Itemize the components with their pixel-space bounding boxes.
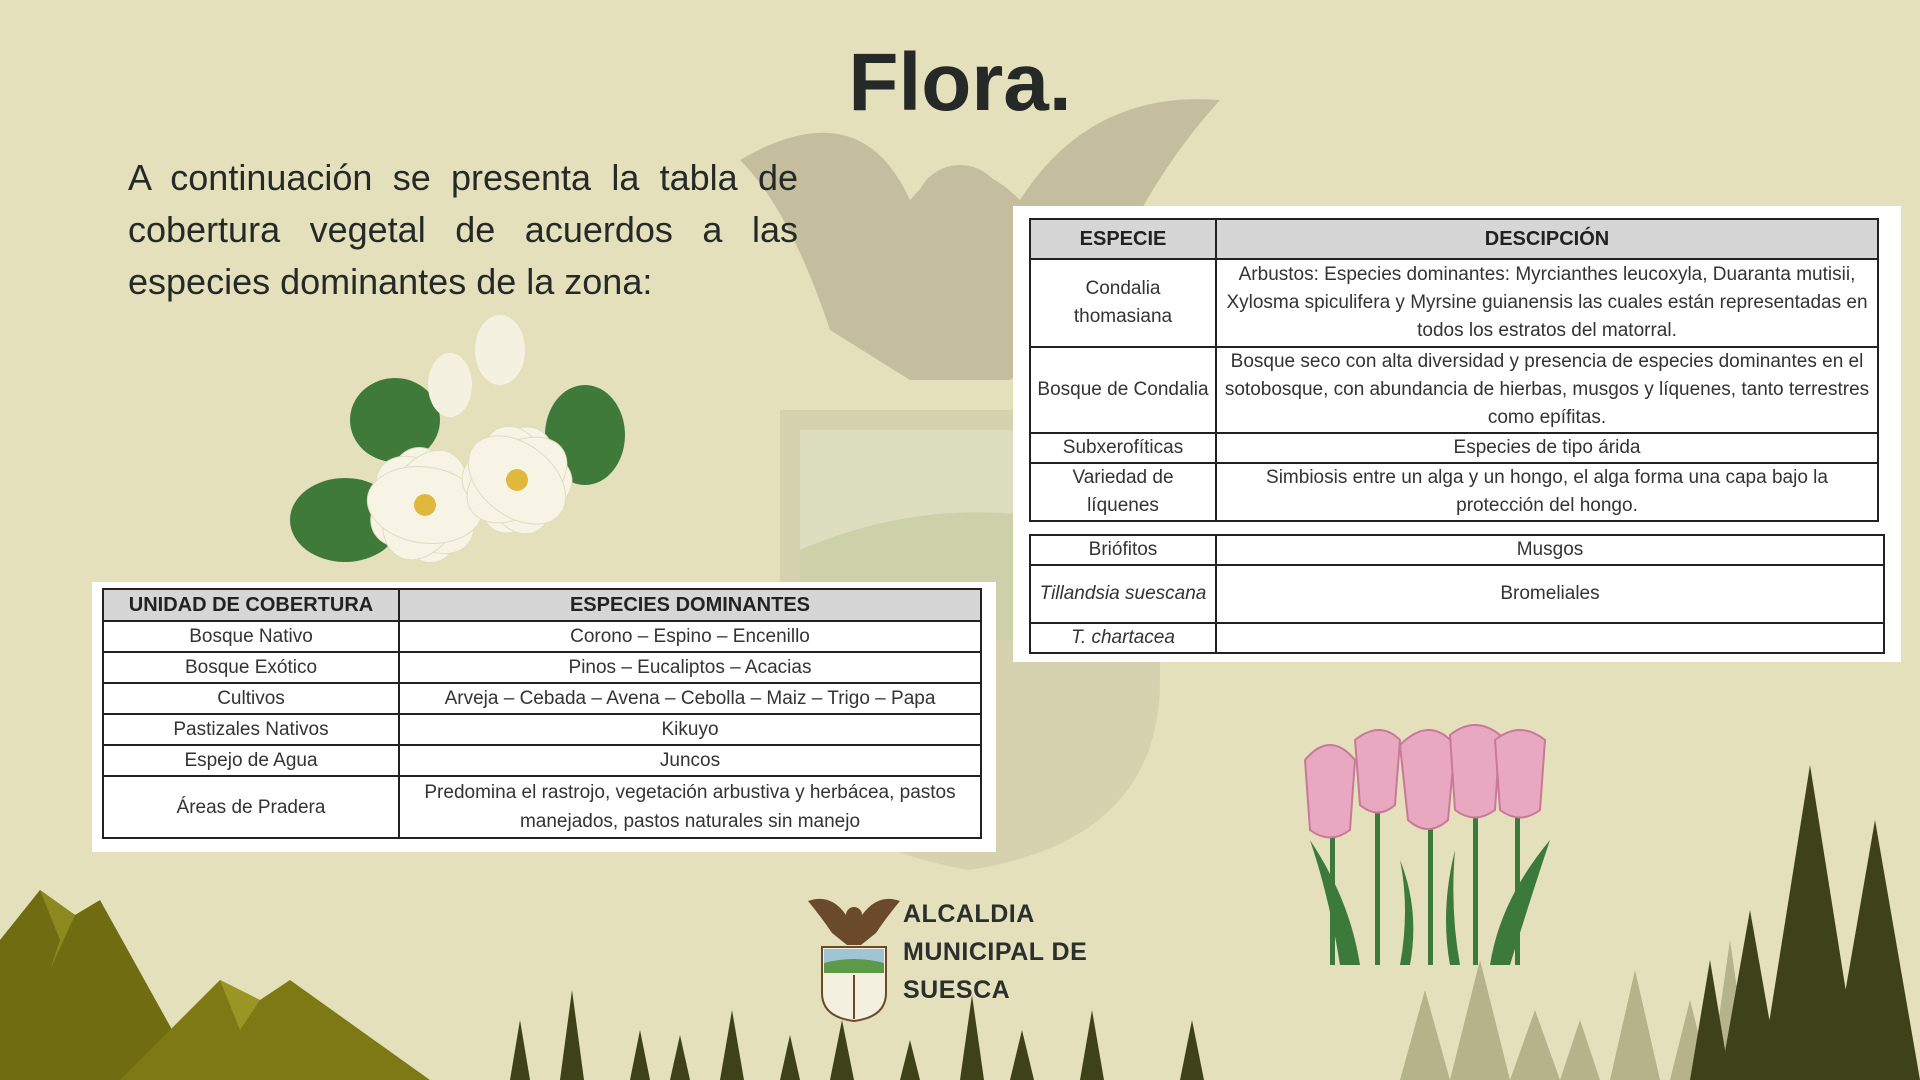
municipal-logo	[806, 893, 902, 1023]
cover-unit-cell: Cultivos	[103, 683, 399, 714]
mountains-illustration	[0, 880, 440, 1080]
species-cell: Predomina el rastrojo, vegetación arbustiva y herbácea, pastos manejados, pastos naturales sin manejo	[399, 776, 981, 838]
species-name-cell: Briófitos	[1030, 535, 1216, 565]
brand-line: SUESCA	[903, 976, 1011, 1004]
table-row	[103, 652, 981, 683]
table-row	[103, 683, 981, 714]
column-header: ESPECIES DOMINANTES	[399, 589, 981, 621]
cover-unit-cell: Espejo de Agua	[103, 745, 399, 776]
description-cell	[1216, 623, 1884, 653]
column-header: UNIDAD DE COBERTURA	[103, 589, 399, 621]
slide-title: Flora.	[848, 37, 1072, 128]
species-name-cell: Subxerofíticas	[1030, 433, 1216, 463]
table-row	[103, 714, 981, 745]
brand-line: MUNICIPAL DE	[903, 938, 1088, 966]
description-cell: Bromeliales	[1216, 565, 1884, 623]
column-header: DESCIPCIÓN	[1216, 219, 1878, 259]
municipality-name	[903, 895, 1087, 1009]
species-table-card	[1013, 206, 1901, 662]
species-table	[1029, 218, 1879, 522]
table-row	[1030, 347, 1878, 433]
description-cell: Musgos	[1216, 535, 1884, 565]
table-header-row	[1030, 219, 1878, 259]
description-cell: Bosque seco con alta diversidad y presencia de especies dominantes en el sotobosque, con abundancia de hierbas, musgos y líquenes, tanto terrestres como epífitas.	[1216, 347, 1878, 433]
cover-unit-cell: Bosque Exótico	[103, 652, 399, 683]
species-name-cell: Variedad de líquenes	[1030, 463, 1216, 521]
table-row	[103, 745, 981, 776]
cover-unit-cell: Bosque Nativo	[103, 621, 399, 652]
species-cell: Kikuyo	[399, 714, 981, 745]
white-flowers-illustration	[285, 310, 625, 600]
brand-line: ALCALDIA	[903, 900, 1035, 928]
cover-unit-cell: Áreas de Pradera	[103, 776, 399, 838]
tulips-illustration	[1290, 720, 1580, 965]
cover-unit-cell: Pastizales Nativos	[103, 714, 399, 745]
species-cell: Juncos	[399, 745, 981, 776]
table-row	[1030, 463, 1878, 521]
table-row	[1030, 259, 1878, 347]
cover-table-card	[92, 582, 996, 852]
table-row	[103, 776, 981, 838]
table-row	[1030, 433, 1878, 463]
column-header: ESPECIE	[1030, 219, 1216, 259]
species-cell: Corono – Espino – Encenillo	[399, 621, 981, 652]
species-cell: Arveja – Cebada – Avena – Cebolla – Maiz – Trigo – Papa	[399, 683, 981, 714]
species-name-cell: Condalia thomasiana	[1030, 259, 1216, 347]
cover-table	[102, 588, 982, 839]
table-row	[1030, 565, 1884, 623]
table-header-row	[103, 589, 981, 621]
intro-paragraph: A continuación se presenta la tabla de cobertura vegetal de acuerdos a las especies dominantes de la zona:	[128, 157, 798, 302]
species-name-cell: Tillandsia suescana	[1030, 565, 1216, 623]
description-cell: Simbiosis entre un alga y un hongo, el alga forma una capa bajo la protección del hongo.	[1216, 463, 1878, 521]
species-name-cell: Bosque de Condalia	[1030, 347, 1216, 433]
table-row	[1030, 623, 1884, 653]
description-cell: Arbustos: Especies dominantes: Myrcianthes leucoxyla, Duaranta mutisii, Xylosma spiculifera y Myrsine guianensis las cuales están representadas en todos los estratos del matorral.	[1216, 259, 1878, 347]
table-row	[1030, 535, 1884, 565]
species-extra-table	[1029, 534, 1885, 654]
description-cell: Especies de tipo árida	[1216, 433, 1878, 463]
species-name-cell: T. chartacea	[1030, 623, 1216, 653]
table-row	[103, 621, 981, 652]
species-cell: Pinos – Eucaliptos – Acacias	[399, 652, 981, 683]
